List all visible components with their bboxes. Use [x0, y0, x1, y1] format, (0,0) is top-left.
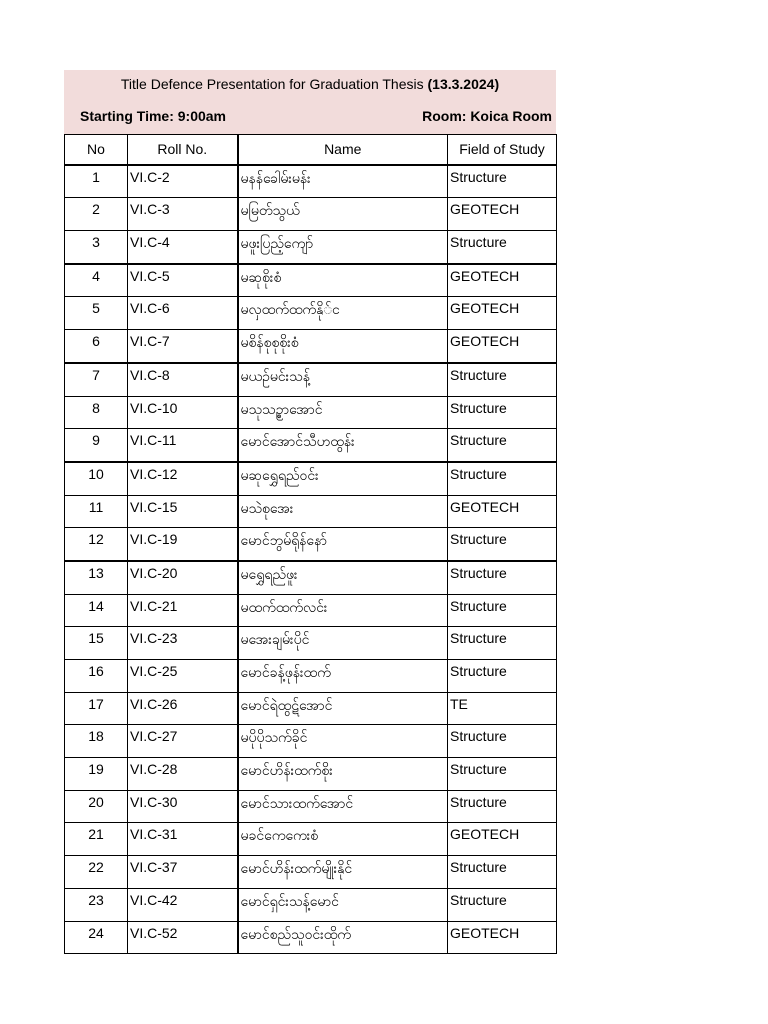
table-row: [65, 856, 557, 889]
table-row: [65, 231, 557, 264]
cell-name: မစိန်စုစုစိုးစံ: [238, 330, 448, 363]
cell-no: 8: [65, 396, 128, 429]
cell-name: မောင်ဘွမ်ရိုန်နော်: [238, 528, 448, 561]
cell-roll-no: VI.C-4: [128, 231, 238, 264]
header-no: No: [65, 135, 128, 165]
cell-field-of-study: Structure: [448, 790, 557, 823]
cell-roll-no: VI.C-11: [128, 429, 238, 462]
cell-roll-no: VI.C-6: [128, 297, 238, 330]
cell-field-of-study: Structure: [448, 396, 557, 429]
cell-no: 3: [65, 231, 128, 264]
cell-name: မရွှေရည်ဖူး: [238, 561, 448, 594]
cell-name: မဆုရွှေရည်ဝင်း: [238, 462, 448, 495]
cell-roll-no: VI.C-15: [128, 495, 238, 528]
cell-no: 2: [65, 198, 128, 231]
cell-field-of-study: Structure: [448, 561, 557, 594]
table-row: [65, 758, 557, 791]
cell-no: 4: [65, 264, 128, 297]
cell-no: 24: [65, 921, 128, 954]
cell-name: မောင်ဟိန်းထက်မျိုးနိုင်: [238, 856, 448, 889]
cell-no: 20: [65, 790, 128, 823]
table-row: [65, 462, 557, 495]
header-name: Name: [238, 135, 448, 165]
table-row: [65, 165, 557, 198]
cell-name: မနန်ခေါမ်းမန်း: [238, 165, 448, 198]
cell-no: 18: [65, 725, 128, 758]
cell-name: မပိုပိုသက်ခိုင်: [238, 725, 448, 758]
table-row: [65, 297, 557, 330]
cell-name: မထက်ထက်လင်း: [238, 594, 448, 627]
table-row: [65, 823, 557, 856]
cell-no: 7: [65, 363, 128, 396]
cell-field-of-study: Structure: [448, 363, 557, 396]
table-row: [65, 495, 557, 528]
cell-no: 16: [65, 660, 128, 693]
cell-name: မောင်စည်သူဝင်းထိုက်: [238, 921, 448, 954]
table-row: [65, 627, 557, 660]
cell-field-of-study: Structure: [448, 231, 557, 264]
cell-no: 12: [65, 528, 128, 561]
cell-field-of-study: Structure: [448, 888, 557, 921]
cell-no: 1: [65, 165, 128, 198]
cell-name: မခင်ကေကေးစံ: [238, 823, 448, 856]
title-text: Title Defence Presentation for Graduation Thesis: [120, 76, 428, 92]
cell-field-of-study: GEOTECH: [448, 495, 557, 528]
cell-field-of-study: Structure: [448, 462, 557, 495]
cell-roll-no: VI.C-37: [128, 856, 238, 889]
cell-roll-no: VI.C-5: [128, 264, 238, 297]
cell-roll-no: VI.C-25: [128, 660, 238, 693]
table-row: [65, 660, 557, 693]
cell-roll-no: VI.C-3: [128, 198, 238, 231]
cell-roll-no: VI.C-2: [128, 165, 238, 198]
title-band: [64, 70, 556, 134]
table-row: [65, 888, 557, 921]
cell-roll-no: VI.C-20: [128, 561, 238, 594]
cell-no: 6: [65, 330, 128, 363]
table-row: [65, 363, 557, 396]
cell-no: 19: [65, 758, 128, 791]
cell-name: မယဉ်မင်းသန့်: [238, 363, 448, 396]
cell-name: မအေးချမ်းပိုင်: [238, 627, 448, 660]
cell-no: 15: [65, 627, 128, 660]
cell-no: 21: [65, 823, 128, 856]
header-field-of-study: Field of Study: [448, 135, 557, 165]
table-row: [65, 725, 557, 758]
cell-roll-no: VI.C-42: [128, 888, 238, 921]
table-body: [65, 165, 557, 954]
cell-no: 5: [65, 297, 128, 330]
cell-field-of-study: Structure: [448, 594, 557, 627]
cell-roll-no: VI.C-10: [128, 396, 238, 429]
cell-field-of-study: TE: [448, 692, 557, 725]
cell-field-of-study: Structure: [448, 725, 557, 758]
table-row: [65, 594, 557, 627]
title-date: (13.3.2024): [427, 76, 500, 92]
cell-roll-no: VI.C-8: [128, 363, 238, 396]
cell-field-of-study: GEOTECH: [448, 297, 557, 330]
cell-roll-no: VI.C-31: [128, 823, 238, 856]
cell-no: 22: [65, 856, 128, 889]
cell-no: 9: [65, 429, 128, 462]
cell-roll-no: VI.C-28: [128, 758, 238, 791]
cell-field-of-study: GEOTECH: [448, 264, 557, 297]
cell-field-of-study: Structure: [448, 165, 557, 198]
cell-field-of-study: GEOTECH: [448, 198, 557, 231]
room-label: Room: Koica Room: [422, 108, 552, 124]
cell-field-of-study: Structure: [448, 429, 557, 462]
cell-roll-no: VI.C-7: [128, 330, 238, 363]
cell-field-of-study: GEOTECH: [448, 330, 557, 363]
cell-no: 11: [65, 495, 128, 528]
cell-name: မောင်အောင်သီဟထွန်း: [238, 429, 448, 462]
cell-roll-no: VI.C-27: [128, 725, 238, 758]
table-row: [65, 264, 557, 297]
starting-time: Starting Time: 9:00am: [80, 108, 227, 124]
cell-roll-no: VI.C-12: [128, 462, 238, 495]
cell-name: မဆုစိုးစံ: [238, 264, 448, 297]
table-row: [65, 330, 557, 363]
schedule-table: [64, 134, 557, 954]
table-header-row: [65, 135, 557, 165]
table-row: [65, 396, 557, 429]
cell-roll-no: VI.C-30: [128, 790, 238, 823]
cell-name: မဖူးပြည့်ကျော်: [238, 231, 448, 264]
cell-name: မသုသဥ္စာအောင်: [238, 396, 448, 429]
table-row: [65, 561, 557, 594]
table-row: [65, 790, 557, 823]
cell-name: မသဲစုအေး: [238, 495, 448, 528]
cell-roll-no: VI.C-52: [128, 921, 238, 954]
document-title: [64, 74, 556, 94]
cell-field-of-study: GEOTECH: [448, 921, 557, 954]
cell-roll-no: VI.C-19: [128, 528, 238, 561]
cell-roll-no: VI.C-26: [128, 692, 238, 725]
cell-field-of-study: Structure: [448, 758, 557, 791]
cell-roll-no: VI.C-23: [128, 627, 238, 660]
table-row: [65, 429, 557, 462]
cell-no: 17: [65, 692, 128, 725]
cell-field-of-study: Structure: [448, 528, 557, 561]
cell-name: မောင်သားထက်အောင်: [238, 790, 448, 823]
table-row: [65, 921, 557, 954]
sheet: [64, 70, 556, 954]
table-row: [65, 692, 557, 725]
cell-no: 13: [65, 561, 128, 594]
cell-name: မမြတ်သွယ်: [238, 198, 448, 231]
table-row: [65, 198, 557, 231]
cell-name: မလှထက်ထက်နို်င: [238, 297, 448, 330]
cell-field-of-study: Structure: [448, 660, 557, 693]
cell-no: 10: [65, 462, 128, 495]
cell-no: 23: [65, 888, 128, 921]
header-roll-no: Roll No.: [128, 135, 238, 165]
cell-name: မောင်ဟိန်းထက်စိုး: [238, 758, 448, 791]
cell-field-of-study: Structure: [448, 627, 557, 660]
cell-field-of-study: GEOTECH: [448, 823, 557, 856]
cell-name: မောင်ရှင်းသန့်မောင်: [238, 888, 448, 921]
table-row: [65, 528, 557, 561]
cell-name: မောင်ရဲထွဋ်အောင်: [238, 692, 448, 725]
cell-no: 14: [65, 594, 128, 627]
cell-roll-no: VI.C-21: [128, 594, 238, 627]
cell-name: မောင်ခန့်ဖုန်းထက်: [238, 660, 448, 693]
cell-field-of-study: Structure: [448, 856, 557, 889]
